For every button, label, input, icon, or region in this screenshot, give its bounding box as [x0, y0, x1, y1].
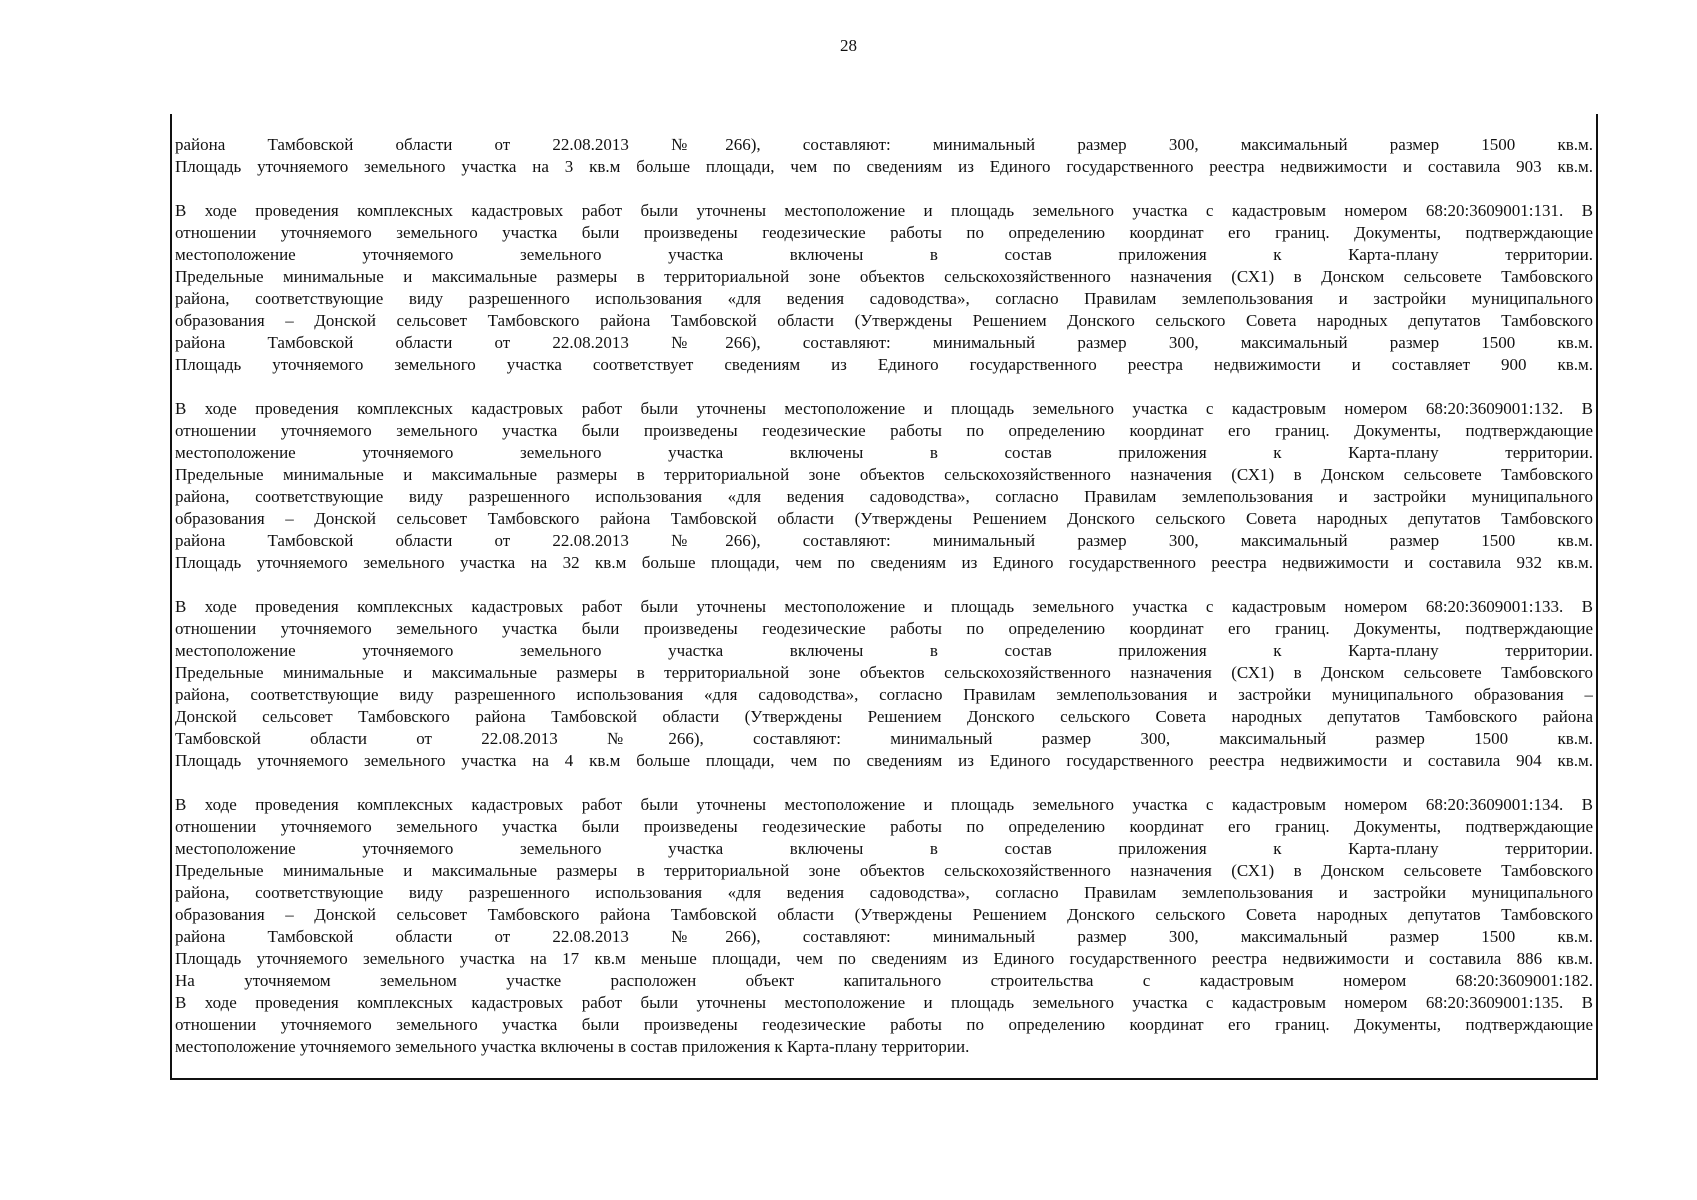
text-line: района Тамбовской области от 22.08.2013 №266), составляют: минимальный размер 300, максимальный размер 1500 кв.м.	[175, 531, 1593, 550]
text-line: района, соответствующие виду разрешенного использования «для ведения садоводства», согласно Правилам землепользования и застройки муниципального	[175, 487, 1593, 506]
text-line: Тамбовской области от 22.08.2013 №266), составляют: минимальный размер 300, максимальный размер 1500 кв.м.	[175, 729, 1593, 748]
text-line: образования – Донской сельсовет Тамбовского района Тамбовской области (Утверждены Решением Донского сельского Совета народных депутатов Тамбовского	[175, 509, 1593, 528]
text-line: района, соответствующие виду разрешенного использования «для ведения садоводства», согласно Правилам землепользования и застройки муниципального	[175, 883, 1593, 902]
text-line: местоположение уточняемого земельного участка включены в состав приложения к Карта-плану территории.	[175, 1037, 970, 1056]
text-line: В ходе проведения комплексных кадастровых работ были уточнены местоположение и площадь земельного участка с кадастровым номером 68:20:3609001:131. В	[175, 201, 1593, 220]
text-line: отношении уточняемого земельного участка были произведены геодезические работы по определению координат его границ. Документы, подтверждающие	[175, 619, 1593, 638]
paragraph	[175, 596, 1593, 772]
text-line: района Тамбовской области от 22.08.2013 №266), составляют: минимальный размер 300, максимальный размер 1500 кв.м.	[175, 333, 1593, 352]
text-line: района, соответствующие виду разрешенного использования «для садоводства», согласно Правилам землепользования и застройки муниципального образования –	[175, 685, 1593, 704]
text-line: местоположение уточняемого земельного участка включены в состав приложения к Карта-плану территории.	[175, 839, 1593, 858]
text-line: района Тамбовской области от 22.08.2013 №266), составляют: минимальный размер 300, максимальный размер 1500 кв.м.	[175, 927, 1593, 946]
text-line: Предельные минимальные и максимальные размеры в территориальной зоне объектов сельскохозяйственного назначения (СХ1) в Донском сельсовете Тамбовского	[175, 267, 1593, 286]
paragraph	[175, 200, 1593, 376]
text-line: На уточняемом земельном участке расположен объект капитального строительства с кадастровым номером 68:20:3609001:182.	[175, 971, 1593, 990]
text-line: отношении уточняемого земельного участка были произведены геодезические работы по определению координат его границ. Документы, подтверждающие	[175, 1015, 1593, 1034]
paragraph	[175, 794, 1593, 1058]
text-line: Площадь уточняемого земельного участка на 17 кв.м меньше площади, чем по сведениям из Единого государственного реестра недвижимости и составила 886 кв.м.	[175, 949, 1593, 968]
paragraph	[175, 134, 1593, 178]
text-line: образования – Донской сельсовет Тамбовского района Тамбовской области (Утверждены Решением Донского сельского Совета народных депутатов Тамбовского	[175, 311, 1593, 330]
document-body	[175, 134, 1593, 1080]
document-frame	[170, 114, 1598, 1080]
text-line: Донской сельсовет Тамбовского района Тамбовской области (Утверждены Решением Донского сельского Совета народных депутатов Тамбовского района	[175, 707, 1593, 726]
text-line: района Тамбовской области от 22.08.2013 №266), составляют: минимальный размер 300, максимальный размер 1500 кв.м.	[175, 135, 1593, 154]
text-line: местоположение уточняемого земельного участка включены в состав приложения к Карта-плану территории.	[175, 245, 1593, 264]
text-line: Предельные минимальные и максимальные размеры в территориальной зоне объектов сельскохозяйственного назначения (СХ1) в Донском сельсовете Тамбовского	[175, 663, 1593, 682]
text-line: Площадь уточняемого земельного участка на 3 кв.м больше площади, чем по сведениям из Единого государственного реестра недвижимости и составила 903 кв.м.	[175, 157, 1593, 176]
text-line: Площадь уточняемого земельного участка соответствует сведениям из Единого государственного реестра недвижимости и составляет 900 кв.м.	[175, 355, 1593, 374]
text-line: В ходе проведения комплексных кадастровых работ были уточнены местоположение и площадь земельного участка с кадастровым номером 68:20:3609001:135. В	[175, 993, 1593, 1012]
text-line: Площадь уточняемого земельного участка на 4 кв.м больше площади, чем по сведениям из Единого государственного реестра недвижимости и составила 904 кв.м.	[175, 751, 1593, 770]
text-line: образования – Донской сельсовет Тамбовского района Тамбовской области (Утверждены Решением Донского сельского Совета народных депутатов Тамбовского	[175, 905, 1593, 924]
text-line: В ходе проведения комплексных кадастровых работ были уточнены местоположение и площадь земельного участка с кадастровым номером 68:20:3609001:134. В	[175, 795, 1593, 814]
text-line: Площадь уточняемого земельного участка на 32 кв.м больше площади, чем по сведениям из Единого государственного реестра недвижимости и составила 932 кв.м.	[175, 553, 1593, 572]
text-line: местоположение уточняемого земельного участка включены в состав приложения к Карта-плану территории.	[175, 443, 1593, 462]
text-line: Предельные минимальные и максимальные размеры в территориальной зоне объектов сельскохозяйственного назначения (СХ1) в Донском сельсовете Тамбовского	[175, 861, 1593, 880]
text-line: В ходе проведения комплексных кадастровых работ были уточнены местоположение и площадь земельного участка с кадастровым номером 68:20:3609001:133. В	[175, 597, 1593, 616]
text-line: отношении уточняемого земельного участка были произведены геодезические работы по определению координат его границ. Документы, подтверждающие	[175, 421, 1593, 440]
text-line: отношении уточняемого земельного участка были произведены геодезические работы по определению координат его границ. Документы, подтверждающие	[175, 223, 1593, 242]
page-number: 28	[840, 36, 857, 55]
text-line: района, соответствующие виду разрешенного использования «для ведения садоводства», согласно Правилам землепользования и застройки муниципального	[175, 289, 1593, 308]
paragraph	[175, 398, 1593, 574]
text-line: местоположение уточняемого земельного участка включены в состав приложения к Карта-плану территории.	[175, 641, 1593, 660]
text-line: Предельные минимальные и максимальные размеры в территориальной зоне объектов сельскохозяйственного назначения (СХ1) в Донском сельсовете Тамбовского	[175, 465, 1593, 484]
text-line: отношении уточняемого земельного участка были произведены геодезические работы по определению координат его границ. Документы, подтверждающие	[175, 817, 1593, 836]
text-line: В ходе проведения комплексных кадастровых работ были уточнены местоположение и площадь земельного участка с кадастровым номером 68:20:3609001:132. В	[175, 399, 1593, 418]
